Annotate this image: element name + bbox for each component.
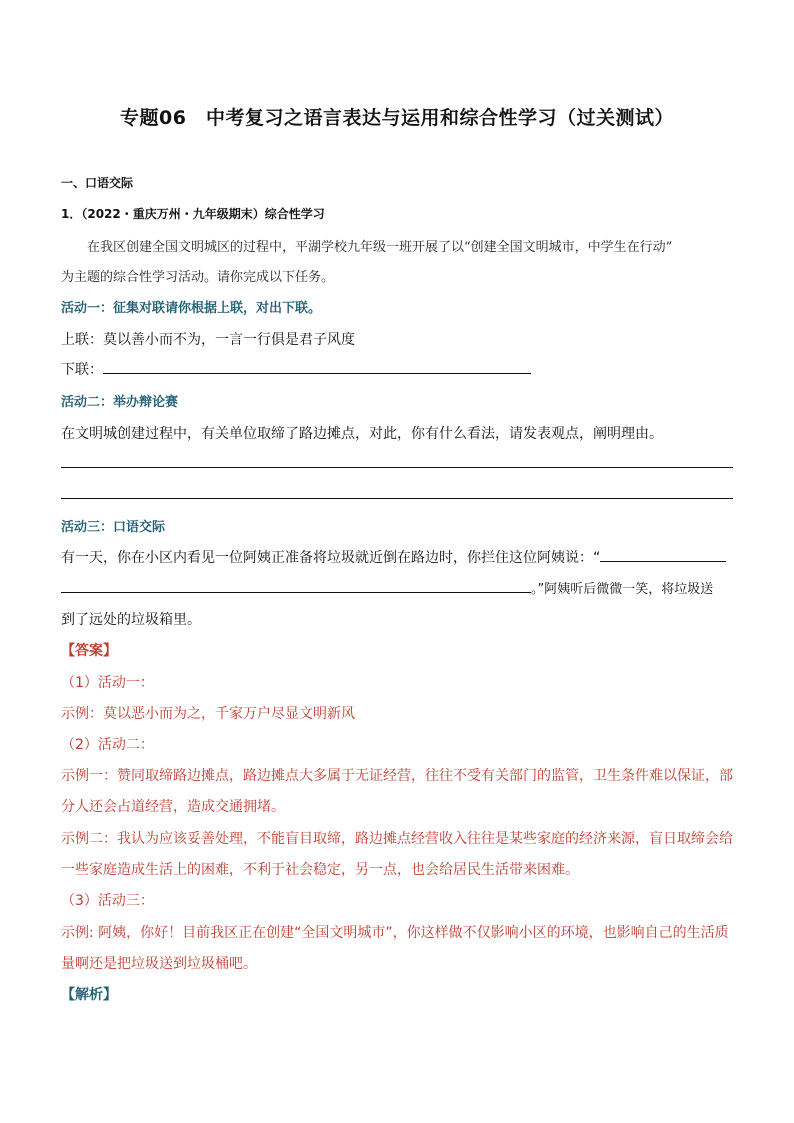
activity3-prompt-text: 有一天，你在小区内看见一位阿姨正准备将垃圾就近倒在路边时，你拦住这位阿姨说：“ <box>61 550 601 566</box>
analysis-header: 【解析】 <box>61 987 117 1003</box>
answer3-label: （3）活动三： <box>61 893 154 909</box>
answer2-example1: 分人还会占道经营，造成交通拥堵。 <box>61 799 285 815</box>
activity1-title: 活动一：征集对联请你根据上联，对出下联。 <box>61 301 322 316</box>
answer2-example1: 示例一：赞同取缔路边摊点，路边摊点大多属于无证经营，往往不受有关部门的监管，卫生条件难以保证，部 <box>61 768 733 784</box>
answer-blank-line[interactable] <box>61 498 733 499</box>
answer1-text: 示例：莫以恶小而为之，千家万户尽显文明新风 <box>61 706 355 722</box>
dialogue-blank[interactable] <box>61 578 531 593</box>
intro-text-line: 在我区创建全国文明城区的过程中，平湖学校九年级一班开展了以“创建全国文明城市，中学生在行动” <box>61 240 673 255</box>
answer2-example2: 示例二：我认为应该妥善处理，不能盲目取缔，路边摊点经营收入往往是某些家庭的经济来源，盲日取缔会给 <box>61 831 733 847</box>
activity3-prompt-text: 。”阿姨听后微微一笑，将垃圾送 <box>531 582 714 597</box>
lower-couplet-label: 下联： <box>61 362 103 378</box>
section-heading: 一、口语交际 <box>61 176 134 190</box>
question-heading: 1．（2022・重庆万州・九年级期末）综合性学习 <box>61 207 325 221</box>
answer3-text: 量啊还是把垃圾送到垃圾桶吧。 <box>61 956 257 972</box>
activity2-title: 活动二：举办辩论赛 <box>61 395 179 410</box>
activity1-upper-couplet: 上联：莫以善小而不为，一言一行俱是君子风度 <box>61 332 355 348</box>
activity3-prompt-line <box>61 578 713 597</box>
answer2-example2: 一些家庭造成生活上的困难，不利于社会稳定，另一点，也会给居民生活带来困难。 <box>61 862 579 878</box>
activity1-lower-couplet <box>61 359 531 379</box>
activity2-prompt: 在文明城创建过程中，有关单位取缔了路边摊点，对此，你有什么看法，请发表观点，阐明理由。 <box>61 426 663 442</box>
answer2-label: （2）活动二： <box>61 737 154 753</box>
answer1-label: （1）活动一： <box>61 675 154 691</box>
lower-couplet-blank[interactable] <box>103 359 531 374</box>
activity3-prompt-line: 到了远处的垃圾箱里。 <box>61 612 201 628</box>
dialogue-blank[interactable] <box>600 547 726 562</box>
activity3-title: 活动三：口语交际 <box>61 520 166 535</box>
answer-blank-line[interactable] <box>61 467 733 468</box>
intro-text-line: 为主题的综合性学习活动。请你完成以下任务。 <box>61 270 335 285</box>
answer-header: 【答案】 <box>61 643 117 659</box>
activity3-prompt-line <box>61 547 726 567</box>
page-title: 专题06 中考复习之语言表达与运用和综合性学习（过关测试） <box>120 107 674 129</box>
answer3-text: 示例: 阿姨，你好！目前我区正在创建“全国文明城市”，你这样做不仅影响小区的环境，也影响自己的生活质 <box>61 925 729 941</box>
